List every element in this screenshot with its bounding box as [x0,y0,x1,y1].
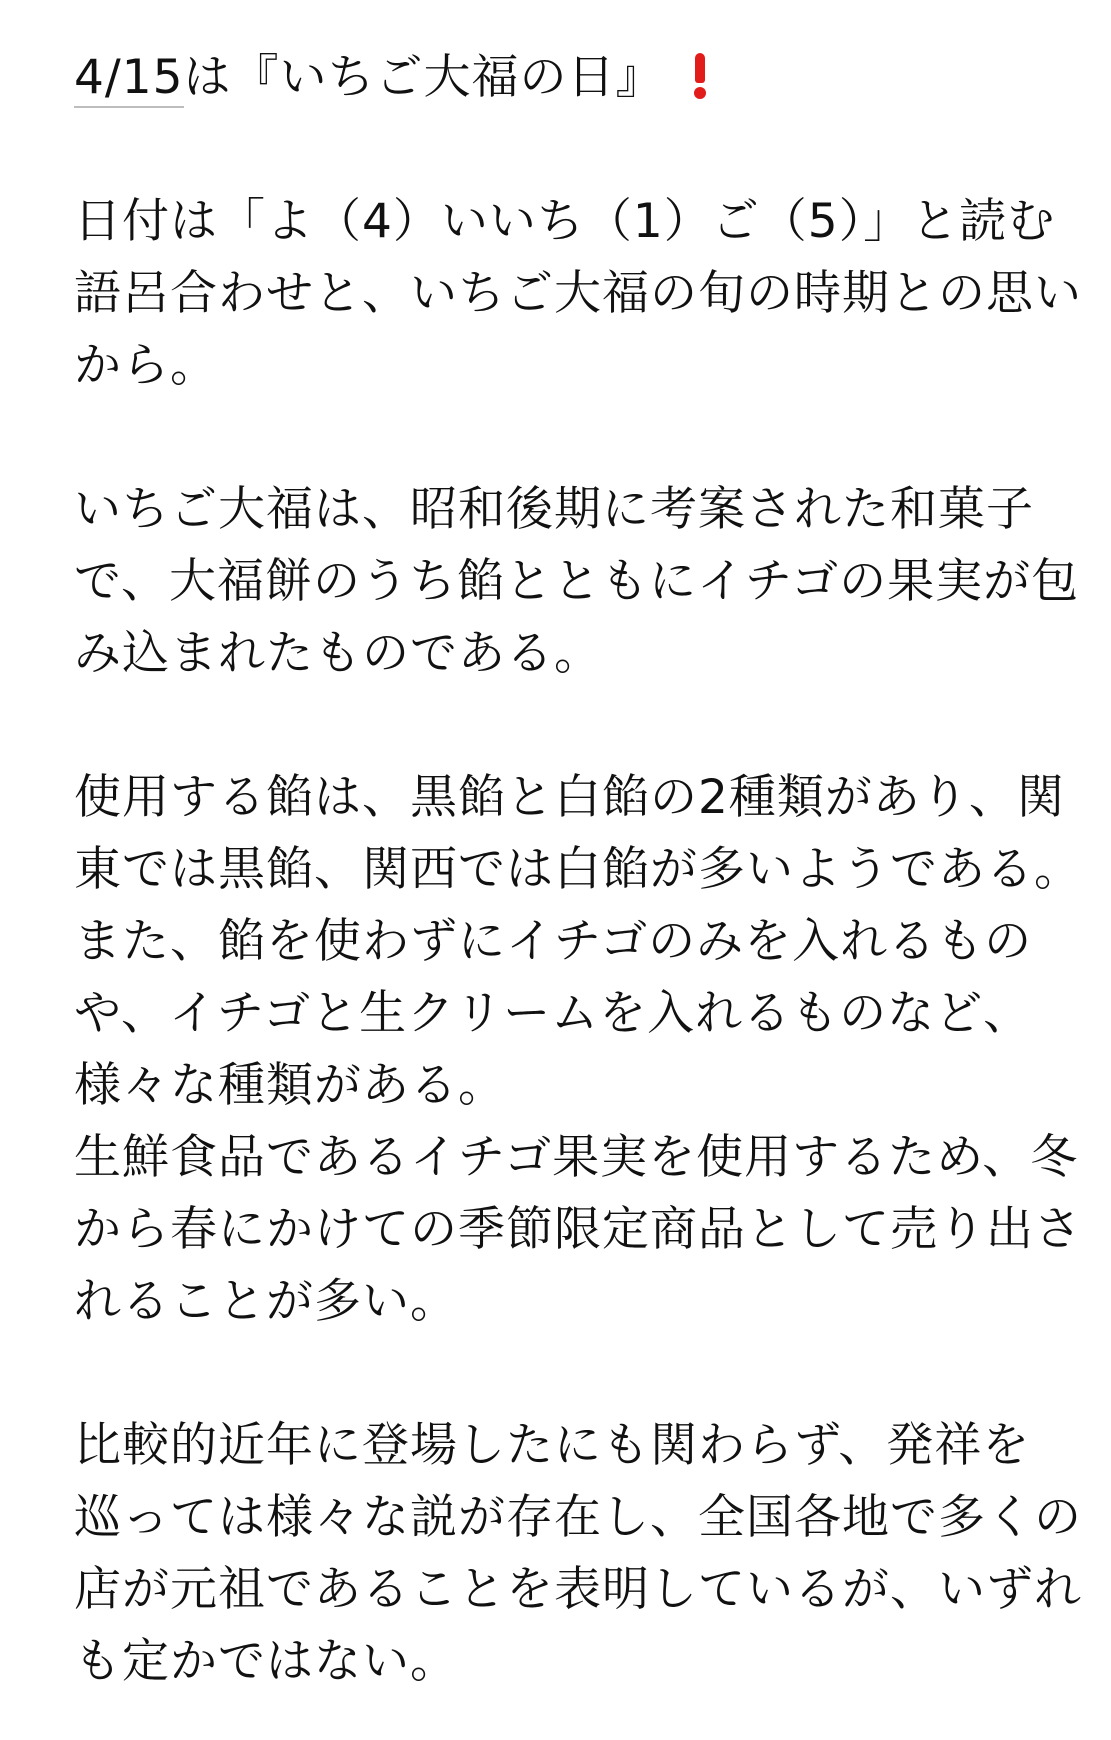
title-text: は『いちご大福の日』 [183,50,664,105]
spacer [74,1338,1074,1410]
text-line: や、イチゴと生クリームを入れるものなど、 [74,986,1032,1041]
text-line: 東では黒餡、関西では白餡が多いようである。 [74,842,1082,897]
text-line: いちご大福は、昭和後期に考案された和菓子 [74,482,1034,537]
spacer [74,690,1074,762]
text-line: 店が元祖であることを表明しているが、いずれ [74,1562,1082,1617]
paragraph-origin-theories [74,1410,1082,1698]
text-line: 比較的近年に登場したにも関わらず、発祥を [74,1418,1031,1473]
text-line: れることが多い。 [74,1274,458,1329]
text-line: 日付は「よ（4）いいち（1）ご（5）」と読む [74,194,1056,249]
spacer [74,402,1074,474]
paragraph-date-origin [74,186,1082,402]
text-line: で、大福餅のうち餡とともにイチゴの果実が包 [74,554,1080,609]
text-line: 生鮮食品であるイチゴ果実を使用するため、冬 [74,1130,1079,1185]
text-line: 語呂合わせと、いちご大福の旬の時期との思い [74,266,1082,321]
paragraph-varieties [74,762,1082,1338]
spacer [74,114,1074,186]
text-line: から。 [74,338,218,393]
text-line: み込まれたものである。 [74,626,602,681]
article [74,42,1082,1698]
text-line: も定かではない。 [74,1634,458,1689]
text-line: また、餡を使わずにイチゴのみを入れるもの [74,914,1033,969]
text-line: から春にかけての季節限定商品として売り出さ [74,1202,1082,1257]
red-exclamation-icon [692,49,708,99]
date-link[interactable]: 4/15 [74,50,184,108]
text-line: 巡っては様々な説が存在し、全国各地で多くの [74,1490,1082,1545]
text-line: 使用する餡は、黒餡と白餡の2種類があり、関 [74,770,1065,825]
text-line: 様々な種類がある。 [74,1058,506,1113]
title-line [74,42,1074,114]
paragraph-definition [74,474,1080,690]
